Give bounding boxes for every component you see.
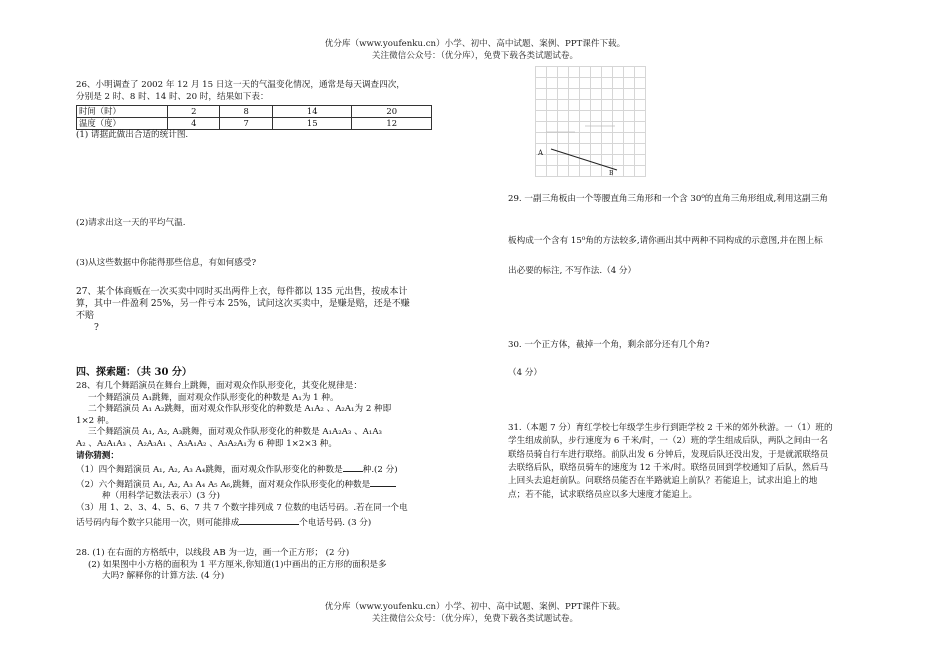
question-28 (76, 381, 454, 529)
q28-guess-3-text: 话号码内每个数字只能用一次，则可能排成 (76, 517, 240, 528)
table-cell: 12 (352, 118, 432, 130)
q28-line-4: 1×2 种。 (76, 415, 115, 426)
q28-guess-3-tail: 个电话号码. (3 分) (299, 517, 372, 528)
table-cell: 2 (168, 106, 220, 118)
q28-line-2: 一个舞蹈演员 A₁跳舞，面对观众作队形变化的种数是 A₁为 1 种。 (88, 392, 339, 403)
q31-line-5: 上回头去追赶前队。问联络员能否在半路就追上前队？若能追上，试求出追上的地 (508, 476, 818, 487)
q29-line-3: 出必要的标注, 不写作法.（4 分） (508, 266, 637, 276)
q26-part-3: (3)从这些数据中你能得那些信息，有如何感受? (76, 258, 257, 268)
q26-intro-2: 分别是 2 时、8 时、14 时、20 时，结果如下表： (76, 91, 269, 102)
q28-guess-1-tail: 种.(2 分) (362, 465, 398, 476)
point-b-label: B (609, 170, 614, 177)
q31-line-1: 31.（本题 7 分）育红学校七年级学生步行到距学校 2 千米的郊外秋游。一（1）班的 (508, 423, 833, 433)
table-row (77, 106, 432, 118)
table-cell: 温度（度） (77, 118, 168, 130)
grid-paper[interactable] (535, 66, 646, 177)
q28-guess-2-text: （2）六个舞蹈演员 A₁, A₂, A₃ A₄ A₅ A₆,跳舞，面对观众作队形变化的种数是 (76, 479, 371, 490)
table-cell: 时间（时） (77, 106, 168, 118)
q28-guess-3-line-2 (76, 515, 454, 530)
point-a-label: A (538, 149, 544, 157)
q27-line-3: 不赔 (76, 311, 95, 322)
header-line-1: 优分库（www.youfenku.cn）小学、初中、高中试题、案例、PPT课件下载。 (324, 39, 626, 49)
q31-line-4: 去联络后队，联络员骑车的速度为 12 千米/时。联络员回到学校通知了后队，然后马 (508, 462, 829, 473)
q31-line-2: 学生组成前队，步行速度为 6 千米/时，一（2）班的学生组成后队，两队之间由一名 (508, 436, 829, 447)
answer-blank[interactable] (239, 515, 299, 525)
q28-guess-1-text: （1）四个舞蹈演员 A₁, A₂, A₃ A₄跳舞，面对观众作队形变化的种数是 (76, 465, 343, 476)
question-30 (508, 340, 888, 352)
table-cell: 7 (220, 118, 272, 130)
segment-ab-figure (535, 66, 645, 176)
q28-guess-3-line-1: （3）用 1、2、3、4、5、6、7 共 7 个数字排列成 7 位数的电话号码。.若在同一个电 (76, 502, 408, 513)
q28b-line-1: 28. (1) 在右面的方格纸中，以线段 AB 为一边，画一个正方形； (2 分) (76, 548, 350, 558)
q28-line-3: 二个舞蹈演员 A₁ A₂跳舞，面对观众作队形变化的种数是 A₁A₂ 、A₂A₁为 2 种即 (88, 404, 392, 415)
answer-blank[interactable] (370, 477, 396, 487)
q28b-line-2: (2) 如果图中小方格的面积为 1 平方厘米,你知道(1)中画出的正方形的面积是多 (88, 559, 387, 570)
q30-line-1: 30. 一个正方体，截掉一个角，剩余部分还有几个角? (508, 340, 710, 350)
footer-line-1: 优分库（www.youfenku.cn）小学、初中、高中试题、案例、PPT课件下载。 (324, 602, 626, 612)
q27-question-mark: ? (94, 323, 99, 334)
question-31 (508, 422, 888, 502)
q29-line-2: 板构成一个含有 15⁰角的方法较多,请你画出其中两种不同构成的示意图,并在图上标 (508, 236, 823, 246)
temperature-table (76, 105, 432, 130)
header-line-2: 关注微信公众号：（优分库），免费下载各类试题试卷。 (371, 51, 579, 61)
q28b-line-3: 大吗? 解释你的计算方法. (4 分) (102, 571, 225, 582)
q28-line-5: 三个舞蹈演员 A₁, A₂, A₃跳舞，面对观众作队形变化的种数是 A₁A₂A₃ 、A₁A₃ (88, 427, 382, 438)
q26-part-2: (2)请求出这一天的平均气温. (76, 218, 186, 228)
q31-line-3: 联络员骑自行车进行联络。前队出发 6 分钟后，发现后队还没出发，于是就派联络员 (508, 449, 829, 460)
segment-ab (551, 149, 617, 170)
question-29 (508, 194, 888, 206)
table-cell: 20 (352, 106, 432, 118)
q27-line-1: 27、某个体商贩在一次买卖中同时买出两件上衣，每件都以 135 元出售，按成本计 (76, 287, 408, 297)
q26-part-1: (1) 请据此做出合适的统计图. (76, 130, 189, 141)
q28-line-1: 28、有几个舞蹈演员在舞台上跳舞，面对观众作队形变化，其变化规律是： (76, 381, 362, 391)
page-header (0, 38, 950, 62)
page-footer (0, 601, 950, 625)
q29-line-1: 29. 一副三角板由一个等腰直角三角形和一个含 30⁰的直角三角形组成,利用这副三角 (508, 194, 828, 204)
answer-blank[interactable] (343, 462, 363, 472)
footer-line-2: 关注微信公众号：（优分库），免费下载各类试题试卷。 (371, 614, 579, 624)
q27-line-2: 算，其中一件盈利 25%，另一件亏本 25%，试问这次买卖中，是赚是赔，还是不赚 (76, 299, 410, 310)
q28-line-6: A₂ 、A₂A₁A₃ 、A₂A₃A₁ 、A₃A₁A₂ 、A₃A₂A₁为 6 种即 1×2×3 种。 (76, 438, 337, 449)
guess-label: 请你猜测： (76, 450, 119, 461)
q28-guess-2 (76, 477, 454, 492)
table-cell: 14 (272, 106, 352, 118)
section-4-title: 四、探索题：（共 30 分） (76, 367, 192, 378)
table-cell: 15 (272, 118, 352, 130)
table-row (77, 118, 432, 130)
question-26 (76, 80, 454, 142)
table-cell: 8 (220, 106, 272, 118)
q30-points: （4 分） (508, 368, 542, 378)
q26-intro-1: 26、小明调查了 2002 年 12 月 15 日这一天的气温变化情况，通常是每天调查四次， (76, 80, 405, 90)
question-28-grid (76, 548, 454, 583)
q28-guess-1 (76, 462, 454, 477)
question-27 (76, 286, 454, 335)
table-cell: 4 (168, 118, 220, 130)
q28-guess-2-line-2: 种（用科学记数法表示）(3 分) (102, 491, 221, 502)
q31-line-6: 点；若不能，试求联络员应以多大速度才能追上。 (508, 489, 698, 500)
